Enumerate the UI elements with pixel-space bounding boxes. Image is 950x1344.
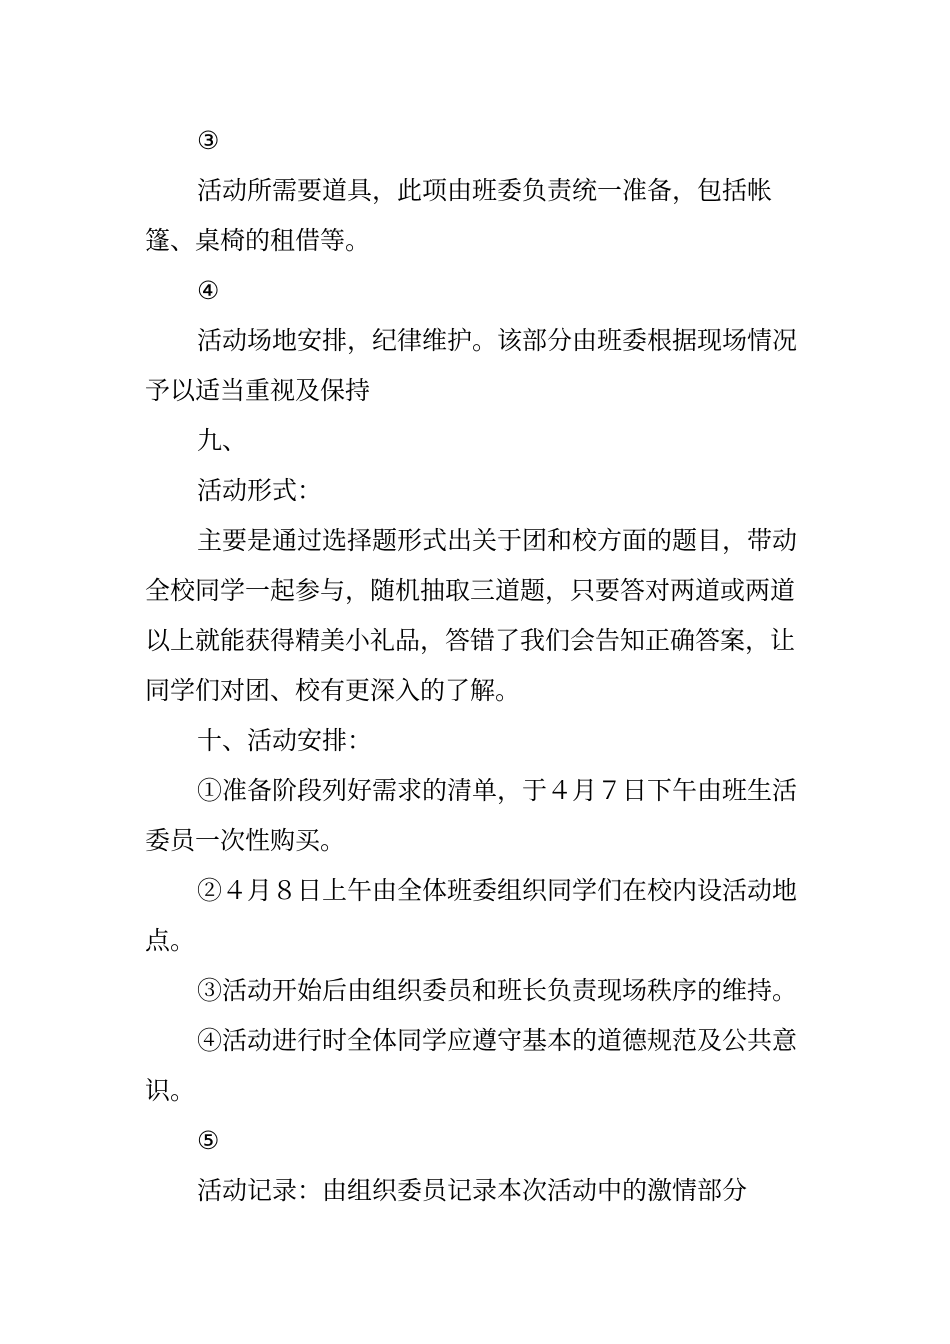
- paragraph-venue: 活动场地安排，纪律维护。该部分由班委根据现场情况予以适当重视及保持: [145, 326, 798, 405]
- paragraph-record: 活动记录：由组织委员记录本次活动中的激情部分: [197, 1176, 748, 1205]
- section-heading-ten: 十、活动安排：: [197, 726, 373, 755]
- paragraph-item-3-marker: ③: [197, 126, 220, 155]
- paragraph-item-4-marker: ④: [197, 276, 220, 305]
- paragraph-props: 活动所需要道具，此项由班委负责统一准备，包括帐篷、桌椅的租借等。: [145, 176, 773, 255]
- paragraph-arrangement-3: ③活动开始后由组织委员和班长负责现场秩序的维持。: [197, 976, 798, 1005]
- paragraph-arrangement-2: ②４月８日上午由全体班委组织同学们在校内设活动地点。: [145, 876, 798, 955]
- document-body: [145, 116, 810, 1216]
- section-heading-nine: 九、: [197, 426, 248, 455]
- paragraph-format-title: 活动形式：: [197, 476, 323, 505]
- paragraph-format-body: 主要是通过选择题形式出关于团和校方面的题目，带动全校同学一起参与，随机抽取三道题，只要答对两道或两道以上就能获得精美小礼品，答错了我们会告知正确答案，让同学们对团、校有更深入的了解。: [145, 526, 798, 705]
- paragraph-item-5-marker: ⑤: [197, 1126, 220, 1155]
- paragraph-arrangement-4: ④活动进行时全体同学应遵守基本的道德规范及公共意识。: [145, 1026, 798, 1105]
- paragraph-arrangement-1: ①准备阶段列好需求的清单，于４月７日下午由班生活委员一次性购买。: [145, 776, 798, 855]
